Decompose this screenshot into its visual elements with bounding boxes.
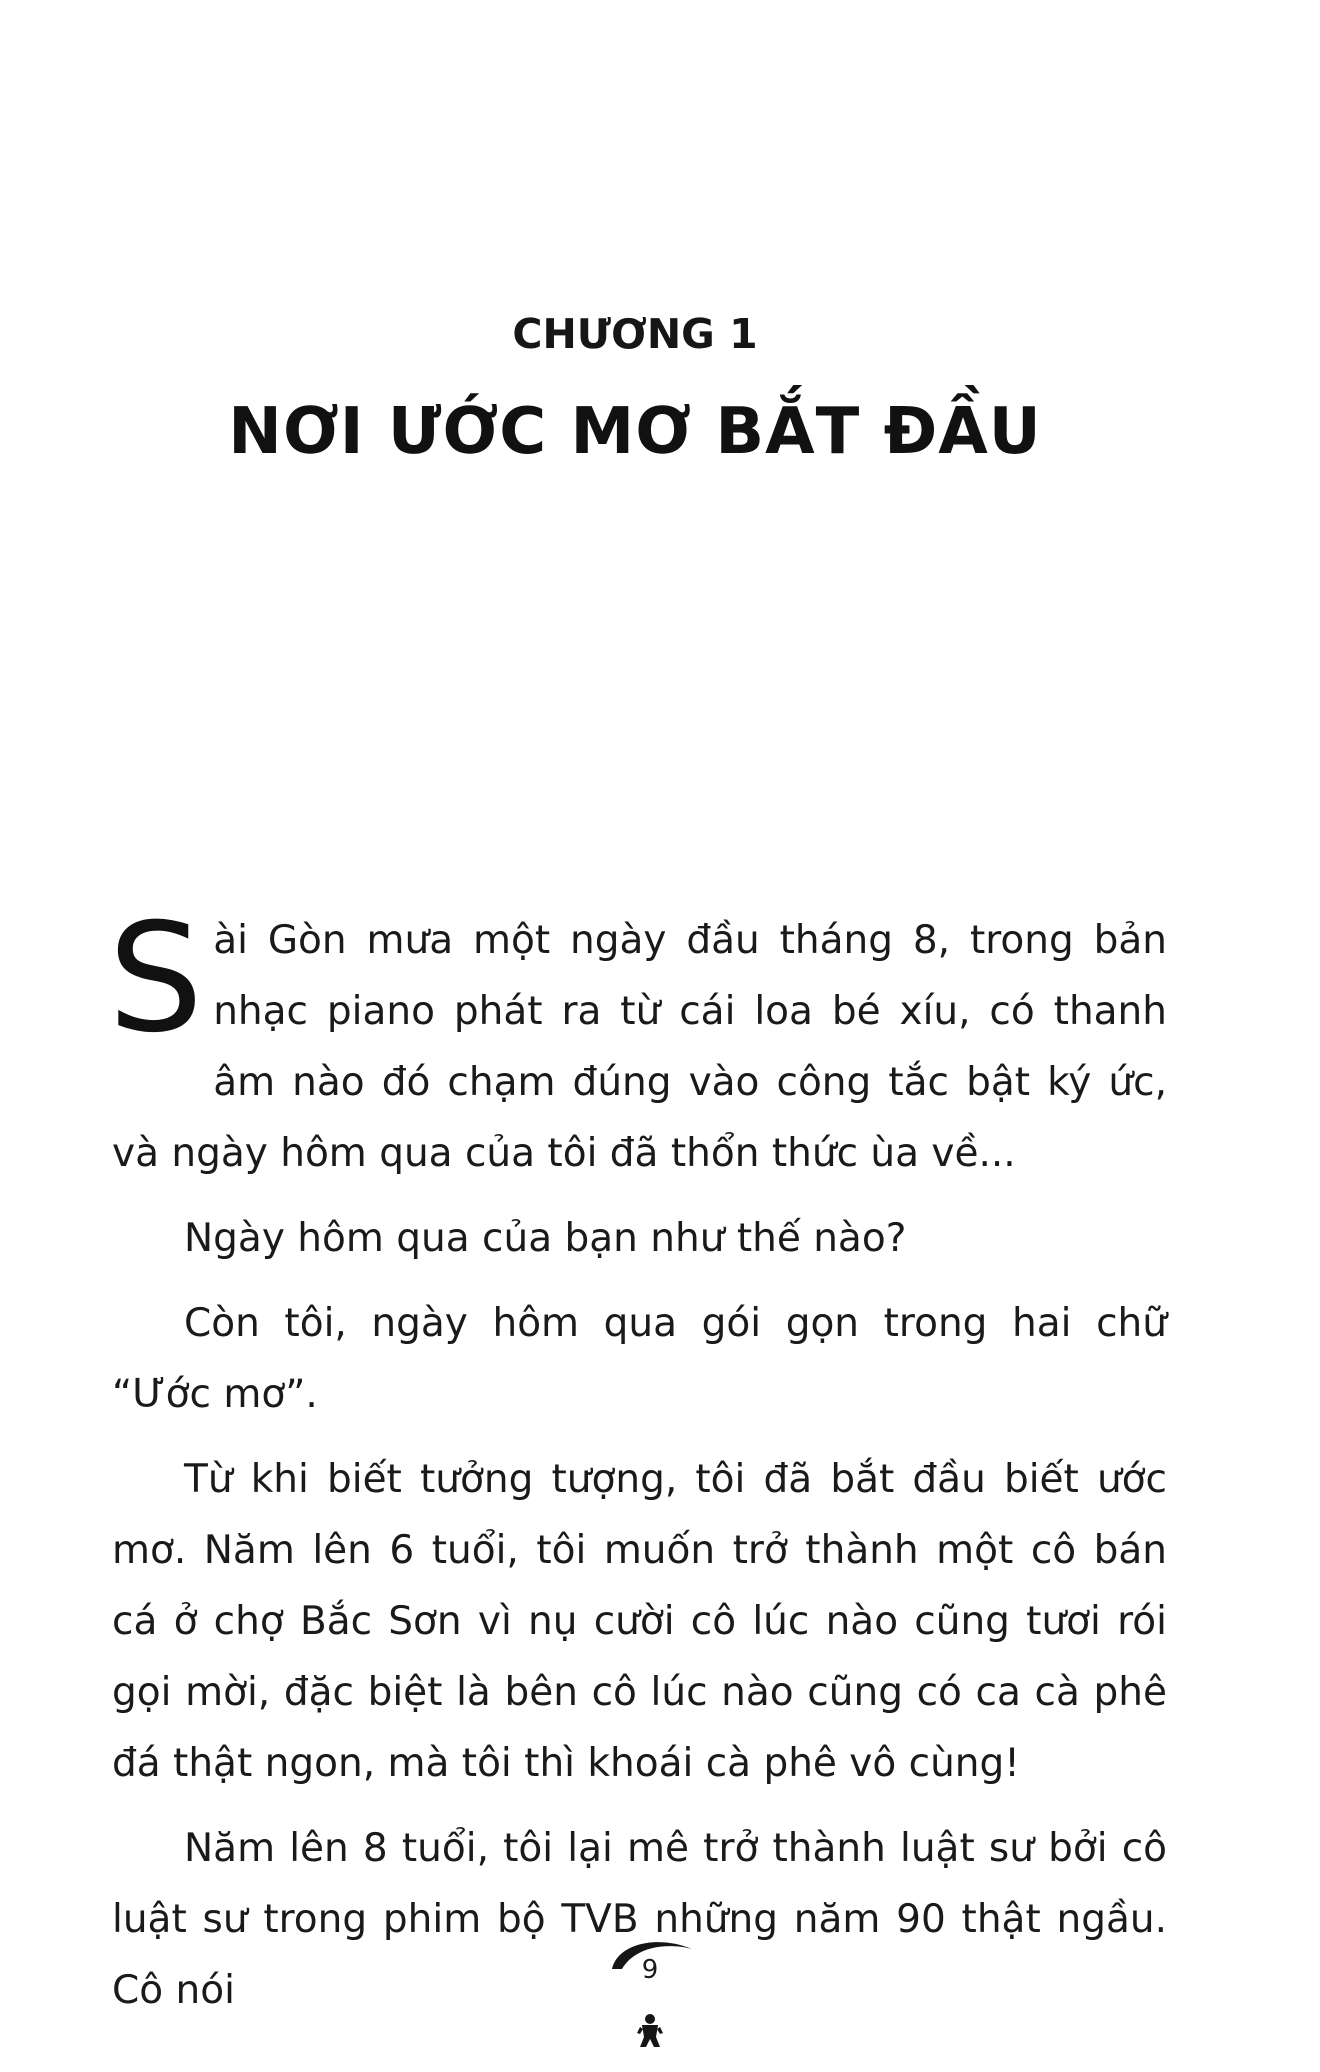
page-number: 9: [641, 1955, 659, 1985]
drop-cap: S: [108, 892, 204, 1066]
paragraph-1: [108, 892, 1167, 1189]
paragraph-3: Còn tôi, ngày hôm qua gói gọn trong hai chữ “Ước mơ”.: [112, 1301, 1167, 1417]
page-footer: [600, 1935, 700, 2055]
chapter-label: CHƯƠNG 1: [512, 310, 758, 358]
chapter-title: NƠI ƯỚC MƠ BẮT ĐẦU: [228, 395, 1042, 469]
paragraph-2: Ngày hôm qua của bạn như thế nào?: [184, 1216, 907, 1261]
paragraph-5: Năm lên 8 tuổi, tôi lại mê trở thành luật sư bởi cô luật sư trong phim bộ TVB những năm 90 thật ngầu. Cô nói: [112, 1826, 1167, 2013]
chapter-body: [108, 892, 1167, 2040]
paragraph-4: Từ khi biết tưởng tượng, tôi đã bắt đầu biết ước mơ. Năm lên 6 tuổi, tôi muốn trở thành một cô bán cá ở chợ Bắc Sơn vì nụ cười cô lúc nào cũng tươi rói gọi mời, đặc biệt là bên cô lúc nào cũng có ca cà phê đá thật ngon, mà tôi thì khoái cà phê vô cùng!: [112, 1457, 1167, 1786]
small-figure-icon: [636, 2013, 664, 2053]
paragraph-1-text: ài Gòn mưa một ngày đầu tháng 8, trong bản nhạc piano phát ra từ cái loa bé xíu, có thanh âm nào đó chạm đúng vào công tắc bật ký ức, và ngày hôm qua của tôi đã thổn thức ùa về...: [112, 918, 1167, 1176]
